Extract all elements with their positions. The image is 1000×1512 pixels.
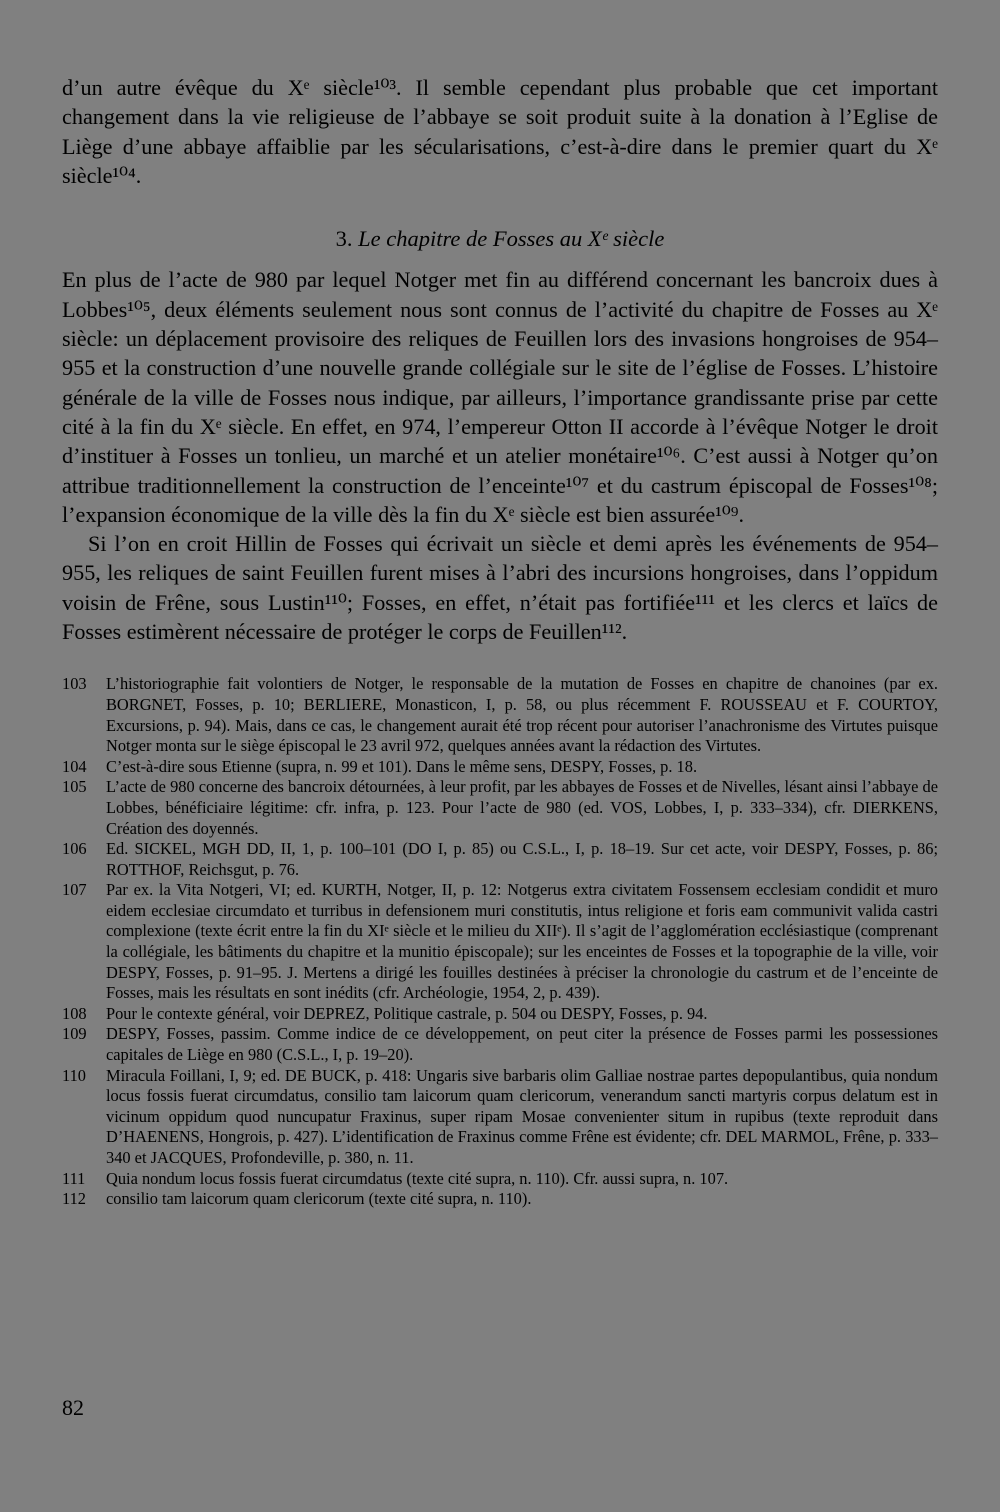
footnote — [62, 1024, 938, 1065]
footnote-text: Pour le contexte général, voir DEPREZ, Politique castrale, p. 504 ou DESPY, Fosses, p. 94. — [106, 1003, 708, 1023]
footnote-text: DESPY, Fosses, passim. Comme indice de ce développement, on peut citer la présence de Fosses parmi les possessiones capitales de Liège en 980 (C.S.L., I, p. 19–20). — [106, 1024, 938, 1065]
footnote-text: Quia nondum locus fossis fuerat circumdatus (texte cité supra, n. 110). Cfr. aussi supra, n. 107. — [106, 1168, 729, 1188]
footnote — [62, 1004, 938, 1025]
section-heading — [62, 224, 938, 253]
footnote-number: 103 — [62, 674, 87, 694]
section-title: Le chapitre de Fosses au Xᵉ siècle — [358, 226, 665, 252]
section-number: 3. — [335, 226, 353, 252]
footnote — [62, 880, 938, 1004]
footnote-number: 110 — [62, 1065, 86, 1085]
footnote-text: L’acte de 980 concerne des bancroix détournées, à leur profit, par les abbayes de Fosses et de Nivelles, lésant ainsi l’abbaye de Lobbes, bénéficiaire légitime: cfr. infra, p. 123. Pour l’acte de 980 (ed. VOS, Lobbes, I, p. 333–334), cfr. DIERKENS, Création des doyennés. — [106, 777, 938, 838]
paragraph-2: En plus de l’acte de 980 par lequel Notger met fin au différend concernant les bancroix dues à Lobbes¹⁰⁵, deux éléments seulement nous sont connus de l’activité du chapitre de Fosses au Xᵉ siècle: un déplacement provisoire des reliques de Feuillen lors des invasions hongroises de 954–955 et la construction d’une nouvelle grande collégiale sur le site de l’église de Fosses. L’histoire générale de la ville de Fosses nous indique, par ailleurs, l’importance grandissante prise par cette cité à la fin du Xᵉ siècle. En effet, en 974, l’empereur Otton II accorde à l’évêque Notger le droit d’instituer à Fosses un tonlieu, un marché et un atelier monétaire¹⁰⁶. C’est aussi à Notger qu’on attribue traditionnellement la construction de l’enceinte¹⁰⁷ et du castrum épiscopal de Fosses¹⁰⁸; l’expansion économique de la ville dès la fin du Xᵉ siècle est bien assurée¹⁰⁹. — [62, 267, 938, 527]
footnote-text: L’historiographie fait volontiers de Notger, le responsable de la mutation de Fosses en chapitre de chanoines (par ex. BORGNET, Fosses, p. 10; BERLIERE, Monasticon, I, p. 58, ou plus récemment F. ROUSSEAU et F. COURTOY, Excursions, p. 94). Mais, dans ce cas, le changement aurait été trop récent pour autoriser l’anachronisme des Virtutes puisque Notger monta sur le siège épiscopal le 23 avril 972, quelques années avant la rédaction des Virtutes. — [106, 674, 938, 756]
footnote — [62, 777, 938, 839]
paragraph-3: Si l’on en croit Hillin de Fosses qui écrivait un siècle et demi après les événements de 954–955, les reliques de saint Feuillen furent mises à l’abri des incursions hongroises, dans l’oppidum voisin de Frêne, sous Lustin¹¹⁰; Fosses, en effet, n’était pas fortifiée¹¹¹ et les clercs et laïcs de Fosses estimèrent nécessaire de protéger le corps de Feuillen¹¹². — [62, 531, 938, 645]
footnote-number: 112 — [62, 1189, 86, 1209]
footnote — [62, 1169, 938, 1190]
page-number: 82 — [62, 1395, 84, 1420]
footnote-text: C’est-à-dire sous Etienne (supra, n. 99 et 101). Dans le même sens, DESPY, Fosses, p. 18. — [106, 756, 698, 776]
footnote — [62, 839, 938, 880]
footnote — [62, 674, 938, 756]
footnotes — [62, 674, 938, 1209]
paragraph-1: d’un autre évêque du Xᵉ siècle¹⁰³. Il semble cependant plus probable que cet important changement dans la vie religieuse de l’abbaye se soit produit suite à la donation à l’Eglise de Liège d’une abbaye affaiblie par les sécularisations, c’est-à-dire dans le premier quart du Xᵉ siècle¹⁰⁴. — [62, 75, 938, 188]
footnote-number: 104 — [62, 756, 87, 776]
footnote-text: Miracula Foillani, I, 9; ed. DE BUCK, p. 418: Ungaris sive barbaris olim Galliae nostrae partes depopulantibus, quia nondum locus fossis fuerat circumdatus, consilio tam laicorum quam clericorum, venerandum sancti martyris corpus delatum est in vicinum oppidum quod nuncupatur Fraxinus, super ripam Mosae convenienter situm in rupibus (texte reproduit dans D’HAENENS, Hongrois, p. 427). L’identification de Fraxinus comme Frêne est évidente; cfr. DEL MARMOL, Frêne, p. 333–340 et JACQUES, Profondeville, p. 380, n. 11. — [106, 1065, 938, 1167]
footnote-text: Par ex. la Vita Notgeri, VI; ed. KURTH, Notger, II, p. 12: Notgerus extra civitatem Fossensem ecclesiam condidit et muro eidem ecclesiae circumdato et turribus in defensionem muri constitutis, intus religione et foris eam communivit valida castri complexione (texte écrit entre la fin du XIᵉ siècle et le milieu du XIIᵉ). Il s’agit de l’agglomération ecclésiastique (comprenant la collégiale, les bâtiments du chapitre et la munitio épiscopale); sur les enceintes de Fosses et la topographie de la ville, voir DESPY, Fosses, p. 91–95. J. Mertens a dirigé les fouilles destinées à préciser la chronologie du castrum et de l’enceinte de Fosses, mais les résultats en sont inédits (cfr. Archéologie, 1954, 2, p. 439). — [106, 880, 938, 1003]
footnote — [62, 757, 938, 778]
footnote-text: Ed. SICKEL, MGH DD, II, 1, p. 100–101 (DO I, p. 85) ou C.S.L., I, p. 18–19. Sur cet acte, voir DESPY, Fosses, p. 86; ROTTHOF, Reichsgut, p. 76. — [106, 839, 938, 879]
footnote — [62, 1189, 938, 1210]
footnote-number: 105 — [62, 777, 87, 797]
footnote-number: 111 — [62, 1168, 86, 1188]
footnote-number: 107 — [62, 880, 87, 900]
footnote-number: 106 — [62, 839, 87, 859]
body-text — [62, 73, 938, 646]
footnote-number: 109 — [62, 1024, 87, 1044]
footnote-text: consilio tam laicorum quam clericorum (texte cité supra, n. 110). — [106, 1189, 532, 1209]
footnote-number: 108 — [62, 1003, 87, 1023]
footnote — [62, 1066, 938, 1169]
